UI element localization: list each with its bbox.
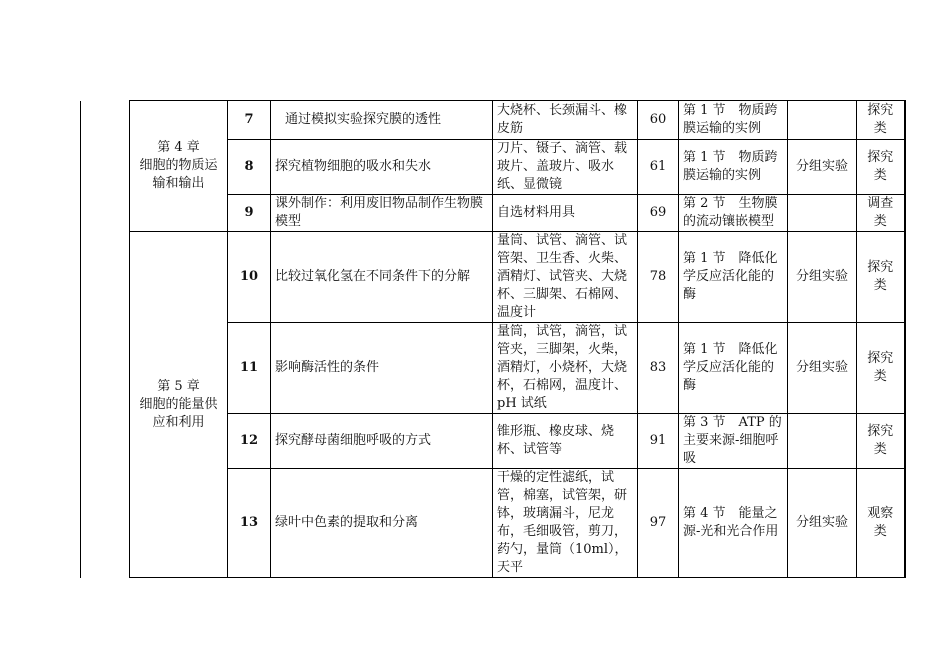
experiment-form: 分组实验 (788, 140, 857, 195)
experiment-number: 13 (228, 469, 271, 578)
section-title: 第 2 节 生物膜的流动镶嵌模型 (679, 195, 788, 232)
experiment-materials: 自选材料用具 (493, 195, 638, 232)
experiment-type: 探究类 (857, 101, 905, 140)
experiment-number: 7 (228, 101, 271, 140)
experiment-materials: 大烧杯、长颈漏斗、橡皮筋 (493, 101, 638, 140)
experiment-form: 分组实验 (788, 323, 857, 414)
experiment-form: 分组实验 (788, 232, 857, 323)
experiment-name: 探究植物细胞的吸水和失水 (271, 140, 493, 195)
section-title: 第 1 节 物质跨膜运输的实例 (679, 101, 788, 140)
experiment-name: 探究酵母菌细胞呼吸的方式 (271, 414, 493, 469)
experiment-materials: 量筒、试管、滴管、试管架、卫生香、火柴、酒精灯、试管夹、大烧杯、三脚架、石棉网、温度计 (493, 232, 638, 323)
experiment-name: 比较过氧化氢在不同条件下的分解 (271, 232, 493, 323)
experiment-name: 绿叶中色素的提取和分离 (271, 469, 493, 578)
page-number: 91 (638, 414, 679, 469)
page-number: 61 (638, 140, 679, 195)
section-title: 第 1 节 物质跨膜运输的实例 (679, 140, 788, 195)
experiment-form: 分组实验 (788, 469, 857, 578)
experiment-number: 8 (228, 140, 271, 195)
table-row (81, 101, 905, 140)
page-number: 83 (638, 323, 679, 414)
experiment-number: 11 (228, 323, 271, 414)
experiment-type: 探究类 (857, 323, 905, 414)
blank-column (81, 101, 130, 578)
chapter-cell: 第 5 章 细胞的能量供 应和利用 (130, 232, 228, 578)
section-title: 第 1 节 降低化学反应活化能的酶 (679, 323, 788, 414)
page-number: 78 (638, 232, 679, 323)
experiment-materials: 刀片、镊子、滴管、载玻片、盖玻片、吸水纸、显微镜 (493, 140, 638, 195)
section-title: 第 4 节 能量之源-光和光合作用 (679, 469, 788, 578)
experiment-materials: 锥形瓶、橡皮球、烧杯、试管等 (493, 414, 638, 469)
experiment-name: 通过模拟实验探究膜的透性 (271, 101, 493, 140)
experiment-form (788, 414, 857, 469)
experiment-table (80, 100, 906, 578)
experiment-materials: 干燥的定性滤纸，试管，棉塞，试管架，研钵，玻璃漏斗，尼龙布，毛细吸管，剪刀，药勺，量筒（10ml），天平 (493, 469, 638, 578)
chapter-cell: 第 4 章 细胞的物质运 输和输出 (130, 101, 228, 232)
section-title: 第 1 节 降低化学反应活化能的酶 (679, 232, 788, 323)
experiment-type: 调查类 (857, 195, 905, 232)
experiment-type: 探究类 (857, 414, 905, 469)
page-number: 60 (638, 101, 679, 140)
experiment-type: 观察类 (857, 469, 905, 578)
experiment-form (788, 101, 857, 140)
page-number: 97 (638, 469, 679, 578)
table-row (81, 232, 905, 323)
experiment-number: 12 (228, 414, 271, 469)
experiment-number: 10 (228, 232, 271, 323)
experiment-name: 课外制作：利用废旧物品制作生物膜模型 (271, 195, 493, 232)
section-title: 第 3 节 ATP 的主要来源-细胞呼吸 (679, 414, 788, 469)
experiment-form (788, 195, 857, 232)
experiment-number: 9 (228, 195, 271, 232)
experiment-type: 探究类 (857, 232, 905, 323)
experiment-name: 影响酶活性的条件 (271, 323, 493, 414)
experiment-type: 探究类 (857, 140, 905, 195)
page-number: 69 (638, 195, 679, 232)
experiment-materials: 量筒，试管，滴管，试管夹，三脚架，火柴，酒精灯，小烧杯，大烧杯，石棉网，温度计、pH 试纸 (493, 323, 638, 414)
